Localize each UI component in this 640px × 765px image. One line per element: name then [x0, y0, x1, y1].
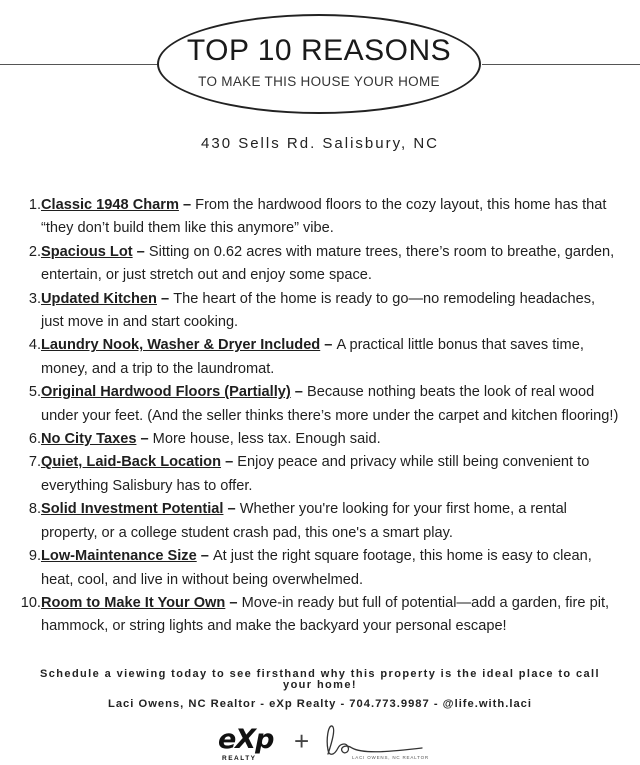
item-heading: Original Hardwood Floors (Partially) [41, 384, 291, 401]
item-separator: – [136, 431, 153, 448]
page-title: TOP 10 REASONS [186, 34, 452, 67]
item-heading: Solid Investment Potential [41, 501, 224, 518]
page-subtitle: TO MAKE THIS HOUSE YOUR HOME [198, 74, 440, 89]
item-heading: No City Taxes [41, 431, 137, 448]
item-number: 3. [28, 290, 41, 307]
header-rule-left [0, 64, 158, 65]
exp-realty-logo: eXp [218, 724, 274, 755]
item-separator: – [221, 454, 238, 471]
item-text: Move-in ready but full of potential—add a garden, fire pit, hammock, or string lights and make the backyard your personal escape! [41, 594, 610, 635]
item-heading: Low-Maintenance Size [41, 548, 197, 565]
item-text: The heart of the home is ready to go—no remodeling headaches, just move in and start cooking. [41, 290, 596, 331]
list-item [14, 381, 620, 428]
list-item [14, 451, 620, 498]
list-item [14, 334, 620, 381]
property-address: 430 Sells Rd. Salisbury, NC [201, 135, 439, 152]
item-separator: – [132, 243, 149, 260]
item-heading: Classic 1948 Charm [41, 197, 179, 213]
item-number: 2. [28, 243, 41, 260]
item-heading: Quiet, Laid-Back Location [41, 454, 222, 471]
agent-contact: Laci Owens, NC Realtor - eXp Realty - 704.773.9987 - @life.with.laci [108, 698, 532, 710]
item-heading: Room to Make It Your Own [41, 594, 226, 611]
logo-bar [0, 722, 640, 765]
item-text: From the hardwood floors to the cozy layout, this home has that “they don’t build them like this anymore” vibe. [41, 197, 607, 237]
item-heading: Updated Kitchen [41, 290, 157, 307]
item-text: More house, less tax. Enough said. [152, 431, 381, 448]
header-rule-right [482, 64, 640, 65]
item-number: 8. [28, 501, 41, 518]
item-number: 4. [28, 337, 41, 354]
item-separator: – [225, 594, 242, 611]
item-text: At just the right square footage, this home is easy to clean, heat, cool, and live in without being overwhelmed. [41, 548, 592, 588]
list-item [14, 545, 620, 592]
item-number: 7. [28, 454, 41, 471]
lo-logo-caption: LACI OWENS, NC REALTOR [352, 755, 429, 760]
call-to-action: Schedule a viewing today to see firsthand why this property is the ideal place to call your home! [40, 668, 600, 691]
item-text: Because nothing beats the look of real wood under your feet. (And the seller thinks there’s more under the carpet and kitchen flooring!) [41, 384, 619, 424]
item-heading: Spacious Lot [41, 243, 133, 260]
exp-realty-sublabel: REALTY [222, 755, 257, 762]
item-separator: – [156, 290, 174, 307]
item-text: Sitting on 0.62 acres with mature trees, there’s room to breathe, garden, entertain, or just stretch out and enjoy some space. [41, 243, 615, 284]
plus-sign: + [294, 726, 310, 756]
item-number: 5. [28, 384, 41, 401]
item-text: Enjoy peace and privacy while still being convenient to everything Salisbury has to offer. [41, 454, 590, 494]
item-separator: – [290, 384, 307, 401]
item-heading: Laundry Nook, Washer & Dryer Included [41, 337, 321, 354]
item-separator: – [196, 548, 213, 565]
list-item [14, 194, 620, 241]
reasons-list [14, 194, 620, 639]
list-item [14, 592, 620, 639]
item-separator: – [178, 197, 196, 213]
list-item [14, 428, 620, 451]
list-item [14, 241, 620, 288]
item-number: 6. [28, 431, 41, 448]
item-number: 10. [20, 594, 41, 611]
item-number: 1. [28, 197, 41, 213]
item-separator: – [223, 501, 240, 518]
item-number: 9. [28, 548, 41, 565]
item-text: Whether you're looking for your first home, a rental property, or a college student crash pad, this one's a smart play. [41, 501, 567, 541]
item-text: A practical little bonus that saves time, money, and a trip to the laundromat. [41, 337, 584, 377]
list-item [14, 498, 620, 545]
item-separator: – [320, 337, 337, 354]
list-item [14, 288, 620, 335]
